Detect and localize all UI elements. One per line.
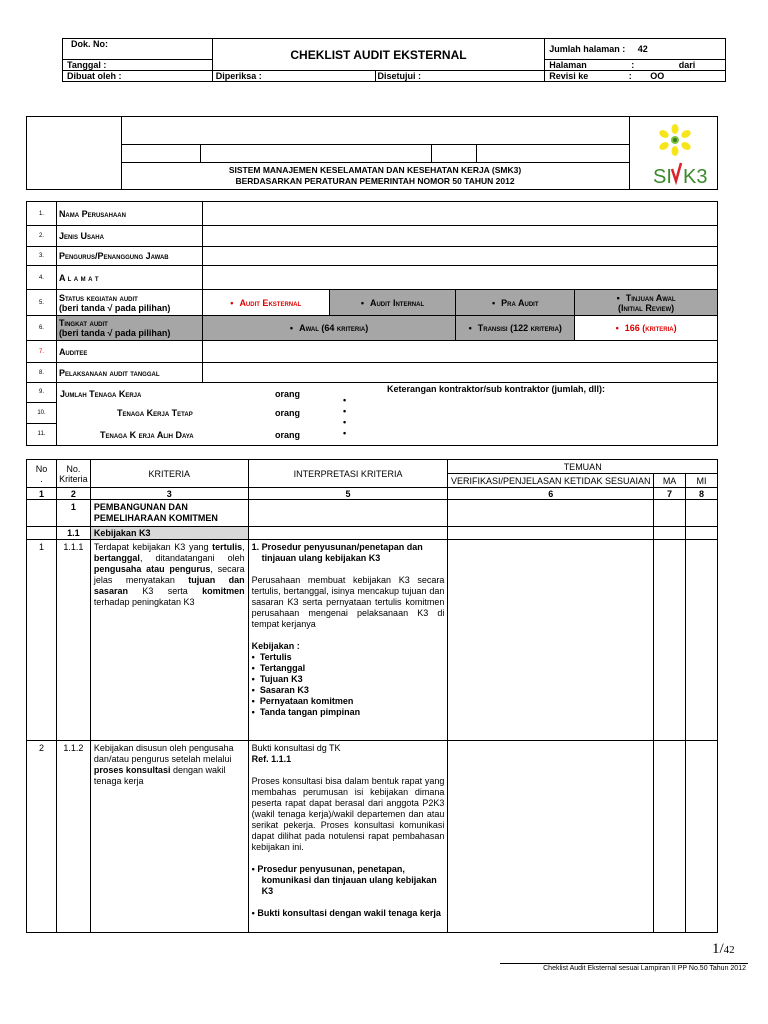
pelaksanaan-row: 8. Pelaksanaan audit tanggal [27,363,718,383]
logo-check-icon [672,163,681,181]
auditee-row: 7. Auditee [27,341,718,363]
tenaga-kerja-block [26,382,718,446]
criteria-row: 2 1.1.2 Kebijakan disusun oleh pengusaha dan/atau pengurus setelah melalui proses konsultasi dengan wakil tenaga kerja Bukti konsultasi dg TK Ref. 1.1.1 Proses konsultasi bisa dalam bentuk rapat yang membahas perumusan isi kebijakan dimana peserta rapat dapat berasal dari anggota P2K3 (wakil tenaga kerja)/wakil departemen dan atau serikat pekerja. Proses konsultasi komunikasi dapat dilihat pada notulensi rapat pembahasan kebijakan ini. • Prosedur penyusunan, penetapan, komunikasi dan tinjauan ulang kebijakan K3 • Bukti konsultasi dengan wakil tenaga kerja [27,741,718,933]
row-10-no: 10. [37,410,46,416]
row-9-no: 9. [38,389,44,395]
disetujui-cell: Disetujui : [375,71,545,82]
pelaksanaan-field[interactable] [202,363,717,383]
option-awal[interactable]: • Awal (64 kriteria) [202,316,456,341]
verifikasi-header: VERIFIKASI/PENJELASAN KETIDAK SESUAIAN [448,474,654,488]
ma-field[interactable] [654,540,686,741]
mi-field[interactable] [686,741,718,933]
verifikasi-field[interactable] [448,540,654,741]
pengurus-field[interactable] [202,247,717,266]
page-number: 1/42 [712,941,735,957]
option-audit-internal[interactable]: • Audit Internal [329,290,456,316]
ma-field[interactable] [654,741,686,933]
jenis-usaha-field[interactable] [202,226,717,247]
criteria-row: 1 1.1.1 Terdapat kebijakan K3 yang tertulis, bertanggal, ditandatangani oleh pengusaha atau pengurus, secara jelas menyatakan tujuan dan sasaran K3 serta komitmen terhadap peningkatan K3 1. Prosedur penyusunan/penetapan dan tinjauan ulang kebijakan K3 Perusahaan membuat kebijakan K3 secara tertulis, bertanggal, isinya mencakup tujuan dan sasaran K3 serta pernyataan tertulis komitmen perusahaan mengenai pelaksanaan K3 di tempat kerjanya Kebijakan : • Tertulis • Tertanggal • Tujuan K3 • Sasaran K3 • Pernyataan komitmen • Tanda tangan pimpinan [27,540,718,741]
row-11-no: 11. [37,431,46,437]
tenaga-alih-daya-label: Tenaga K erja Alih Daya [100,430,194,440]
company-info-table [26,201,718,383]
option-tinjuan-awal[interactable]: • Tinjuan Awal (Initial Review) [575,290,718,316]
verifikasi-field[interactable] [448,741,654,933]
mi-header: MI [686,474,718,488]
document-header-table [62,38,726,82]
jumlah-tenaga-label: Jumlah Tenaga Kerja [60,389,142,399]
interpretasi-header: INTERPRETASI KRITERIA [248,460,448,488]
orang-11: orang [275,430,301,440]
halaman-cell: Halaman : dari [545,60,726,71]
company-row: 3. Pengurus/Penanggung Jawab [27,247,718,266]
tingkat-audit-row: 6. Tingkat audit (beri tanda √ pada pilihan) • Awal (64 kriteria) • Transisi (122 kriteria) • 166 (kriteria) [27,316,718,341]
document-title: CHEKLIST AUDIT EKSTERNAL [212,39,544,71]
system-title: SISTEM MANAJEMEN KESELAMATAN DAN KESEHATAN KERJA (SMK3) BERDASARKAN PERATURAN PEMERINTAH NOMOR 50 TAHUN 2012 [228,165,522,186]
option-audit-eksternal[interactable]: • Audit Eksternal [202,290,329,316]
alamat-field[interactable] [202,266,717,290]
logo-flower-icon [658,124,692,156]
company-row: 1. Nama Perusahaan [27,202,718,226]
option-pra-audit[interactable]: • Pra Audit [456,290,575,316]
subsection-row: 1.1 Kebijakan K3 [27,527,718,540]
footer-note: Cheklist Audit Eksternal sesuai Lampiran II PP No.50 Tahun 2012 [543,965,746,972]
ma-header: MA [654,474,686,488]
header-row: No . No. Kriteria KRITERIA INTERPRETASI KRITERIA TEMUAN [27,460,718,474]
kriteria-text: Kebijakan disusun oleh pengusaha dan/atau pengurus setelah melalui proses konsultasi dengan wakil tenaga kerja [90,741,248,933]
jumlah-halaman-cell: Jumlah halaman : 42 [545,39,726,60]
keterangan-label: Keterangan kontraktor/sub kontraktor (jumlah, dll): [387,384,606,394]
orang-10: orang [275,408,301,418]
keterangan-bullets: • • • • [343,395,347,438]
option-166[interactable]: • 166 (kriteria) [575,316,718,341]
tanggal-cell: Tanggal : [63,60,213,71]
dibuat-oleh-cell: Dibuat oleh : [63,71,213,82]
column-number-row: 1 2 3 5 6 7 8 [27,488,718,500]
logo-text-s: SI [653,166,672,187]
auditee-field[interactable] [202,341,717,363]
kriteria-text: Terdapat kebijakan K3 yang tertulis, bertanggal, ditandatangani oleh pengusaha atau pengurus, secara jelas menyatakan tujuan dan sasaran K3 serta komitmen terhadap peningkatan K3 [90,540,248,741]
logo-text-k3: K3 [683,166,708,187]
status-audit-row: 5. Status kegiatan audit (beri tanda √ pada pilihan) • Audit Eksternal • Audit Internal • Pra Audit • Tinjuan Awal (Initial Review) [27,290,718,316]
criteria-table [26,459,718,933]
system-box [26,116,718,190]
interpretasi-text: Bukti konsultasi dg TK Ref. 1.1.1 Proses konsultasi bisa dalam bentuk rapat yang membahas perumusan isi kebijakan dimana peserta rapat dapat berasal dari anggota P2K3 (wakil tenaga kerja)/wakil departemen dan atau serikat pekerja. Proses konsultasi komunikasi dapat dilihat pada notulensi rapat pembahasan kebijakan ini. • Prosedur penyusunan, penetapan, komunikasi dan tinjauan ulang kebijakan K3 • Bukti konsultasi dengan wakil tenaga kerja [248,741,448,933]
nama-perusahaan-field[interactable] [202,202,717,226]
temuan-header: TEMUAN [448,460,718,474]
footer-line [500,963,748,964]
mi-field[interactable] [686,540,718,741]
kriteria-header: KRITERIA [90,460,248,488]
section-row: 1 PEMBANGUNAN DAN PEMELIHARAAN KOMITMEN [27,500,718,527]
interpretasi-text: 1. Prosedur penyusunan/penetapan dan tinjauan ulang kebijakan K3 Perusahaan membuat kebijakan K3 secara tertulis, bertanggal, isinya mencakup tujuan dan sasaran K3 serta pernyataan tertulis komitmen perusahaan mengenai pelaksanaan K3 di tempat kerjanya Kebijakan : • Tertulis • Tertanggal • Tujuan K3 • Sasaran K3 • Pernyataan komitmen • Tanda tangan pimpinan [248,540,448,741]
company-row: 2. Jenis Usaha [27,226,718,247]
orang-9: orang [275,389,301,399]
option-transisi[interactable]: • Transisi (122 kriteria) [456,316,575,341]
dok-no-cell: Dok. No: [63,39,213,60]
kebijakan-list: • Tertulis • Tertanggal • Tujuan K3 • Sasaran K3 • Pernyataan komitmen • Tanda tangan pimpinan [252,652,445,718]
company-row: 4. A l a m a t [27,266,718,290]
tenaga-tetap-label: Tenaga Kerja Tetap [117,408,193,418]
revisi-cell: Revisi ke : OO [545,71,726,82]
diperiksa-cell: Diperiksa : [212,71,375,82]
smk3-logo [639,123,711,187]
